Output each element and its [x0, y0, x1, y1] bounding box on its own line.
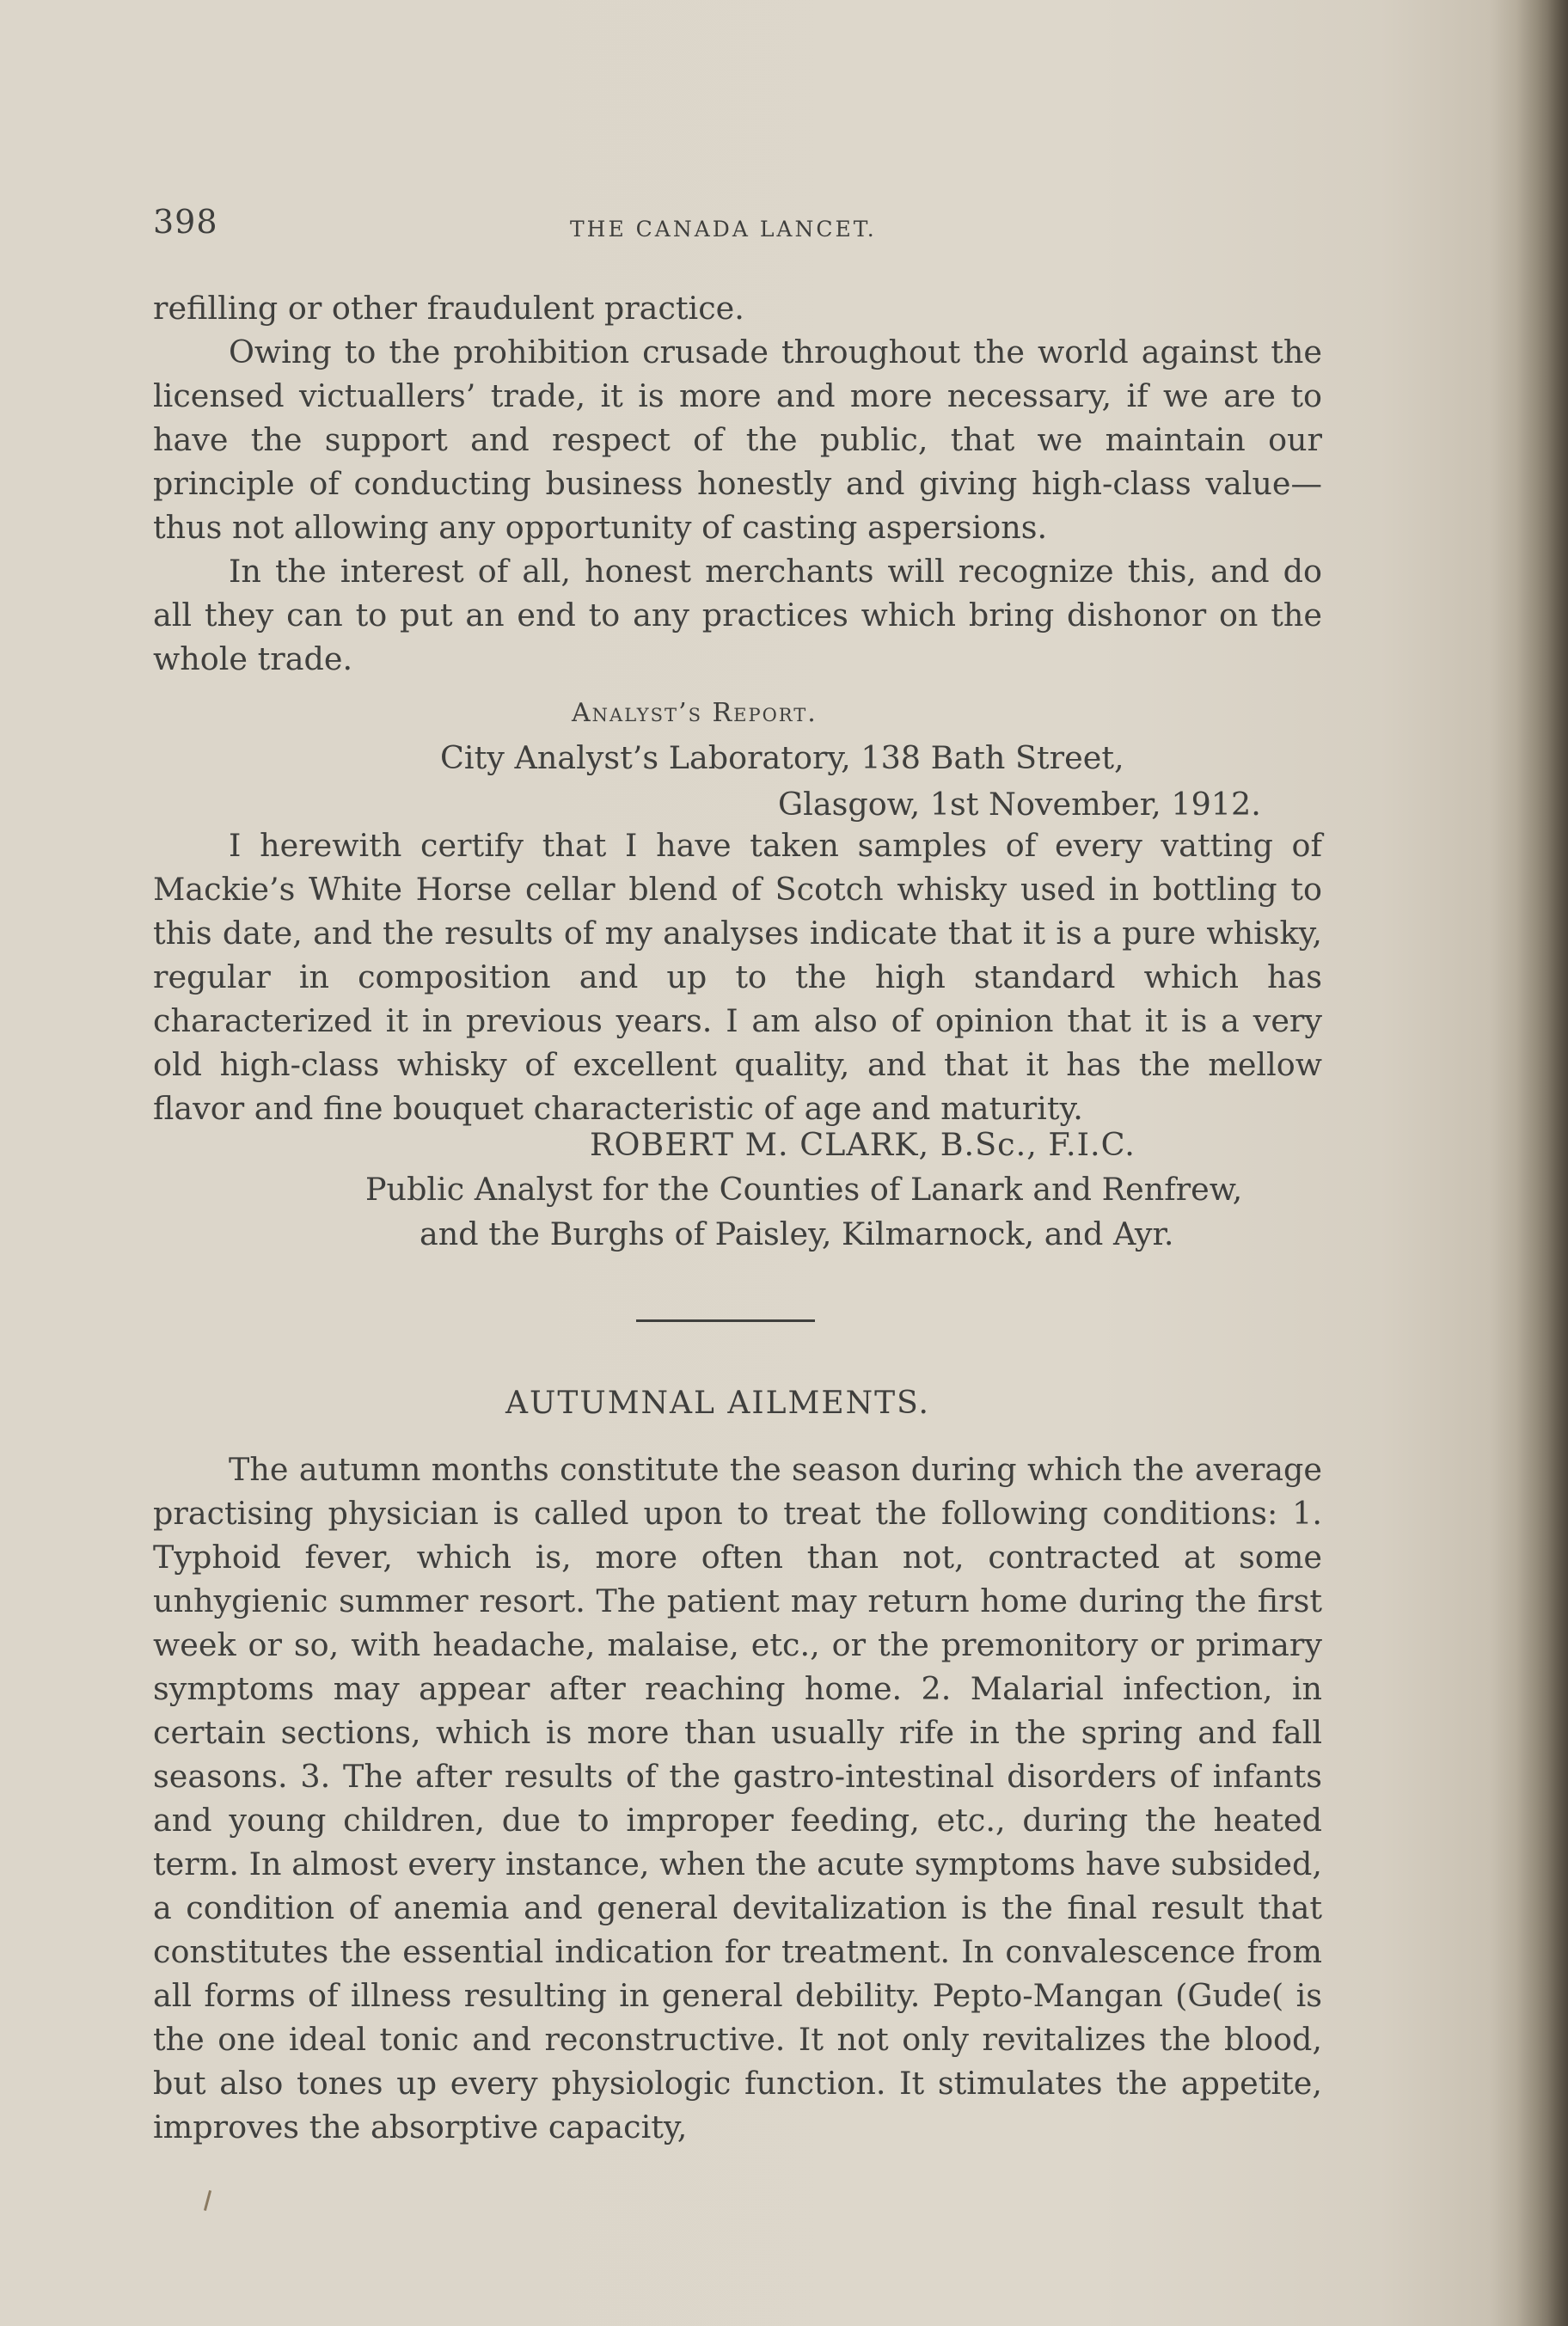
page-header [153, 203, 1322, 254]
page-number: 398 [153, 203, 218, 241]
section-heading: AUTUMNAL AILMENTS. [505, 1386, 930, 1421]
running-head: THE CANADA LANCET. [570, 217, 877, 242]
article-autumnal-text [153, 1448, 1322, 2149]
article-whisky-text [153, 286, 1322, 681]
report-heading: Analyst’s Report. [572, 698, 818, 728]
paragraph: The autumn months constitute the season during which the average practising physician is called upon to treat the following conditions: 1. Typhoid fever, which is, more often than not, contracted at some unhygienic summer resort. The patient may return home during the first week or so, with headache, malaise, etc., or the premonitory or primary symptoms may appear after reaching home. 2. Malarial infection, in certain sections, which is more than usually rife in the spring and fall seasons. 3. The after results of the gastro-intestinal disorders of infants and young children, due to improper feeding, etc., during the heated term. In almost every instance, when the acute symptoms have subsided, a condition of anemia and general devitalization is the final result that constitutes the essential indication for treatment. In convalescence from all forms of illness resulting in general debility. Pepto-Mangan (Gude( is the one ideal tonic and reconstructive. It not only revitalizes the blood, but also tones up every physiologic function. It stimulates the appetite, improves the absorptive capacity, [153, 1451, 1322, 2145]
paragraph: Owing to the prohibition crusade throughout the world against the licensed victuallers’ trade, it is more and more necessary, if we are to have the support and respect of the public, that we maintain our principle of conducting business honestly and giving high-class value—thus not allowing any opportunity of casting aspersions. [153, 334, 1322, 546]
section-divider [636, 1319, 815, 1322]
paragraph: refilling or other fraudulent practice. [153, 290, 744, 327]
paragraph: I herewith certify that I have taken samples of every vatting of Mackie’s White Horse cellar blend of Scotch whisky used in bottling to this date, and the results of my analyses indicate that it is a pure whisky, regular in composition and up to the high standard which has characterized it in previous years. I am also of opinion that it is a very old high-class whisky of excellent quality, and that it has the mellow flavor and fine bouquet characteristic of age and maturity. [153, 827, 1322, 1127]
signature-name: ROBERT M. CLARK, B.Sc., F.I.C. [590, 1126, 1136, 1163]
report-date-line: Glasgow, 1st November, 1912. [778, 786, 1261, 823]
report-address-line: City Analyst’s Laboratory, 138 Bath Street, [440, 739, 1124, 776]
signature-title: and the Burghs of Paisley, Kilmarnock, and Ayr. [420, 1215, 1174, 1252]
paragraph: In the interest of all, honest merchants will recognize this, and do all they can to put an end to any practices which bring dishonor on the whole trade. [153, 553, 1322, 677]
signature-title: Public Analyst for the Counties of Lanark and Renfrew, [365, 1171, 1243, 1208]
report-body [153, 823, 1322, 1130]
pencil-mark [204, 2190, 211, 2211]
